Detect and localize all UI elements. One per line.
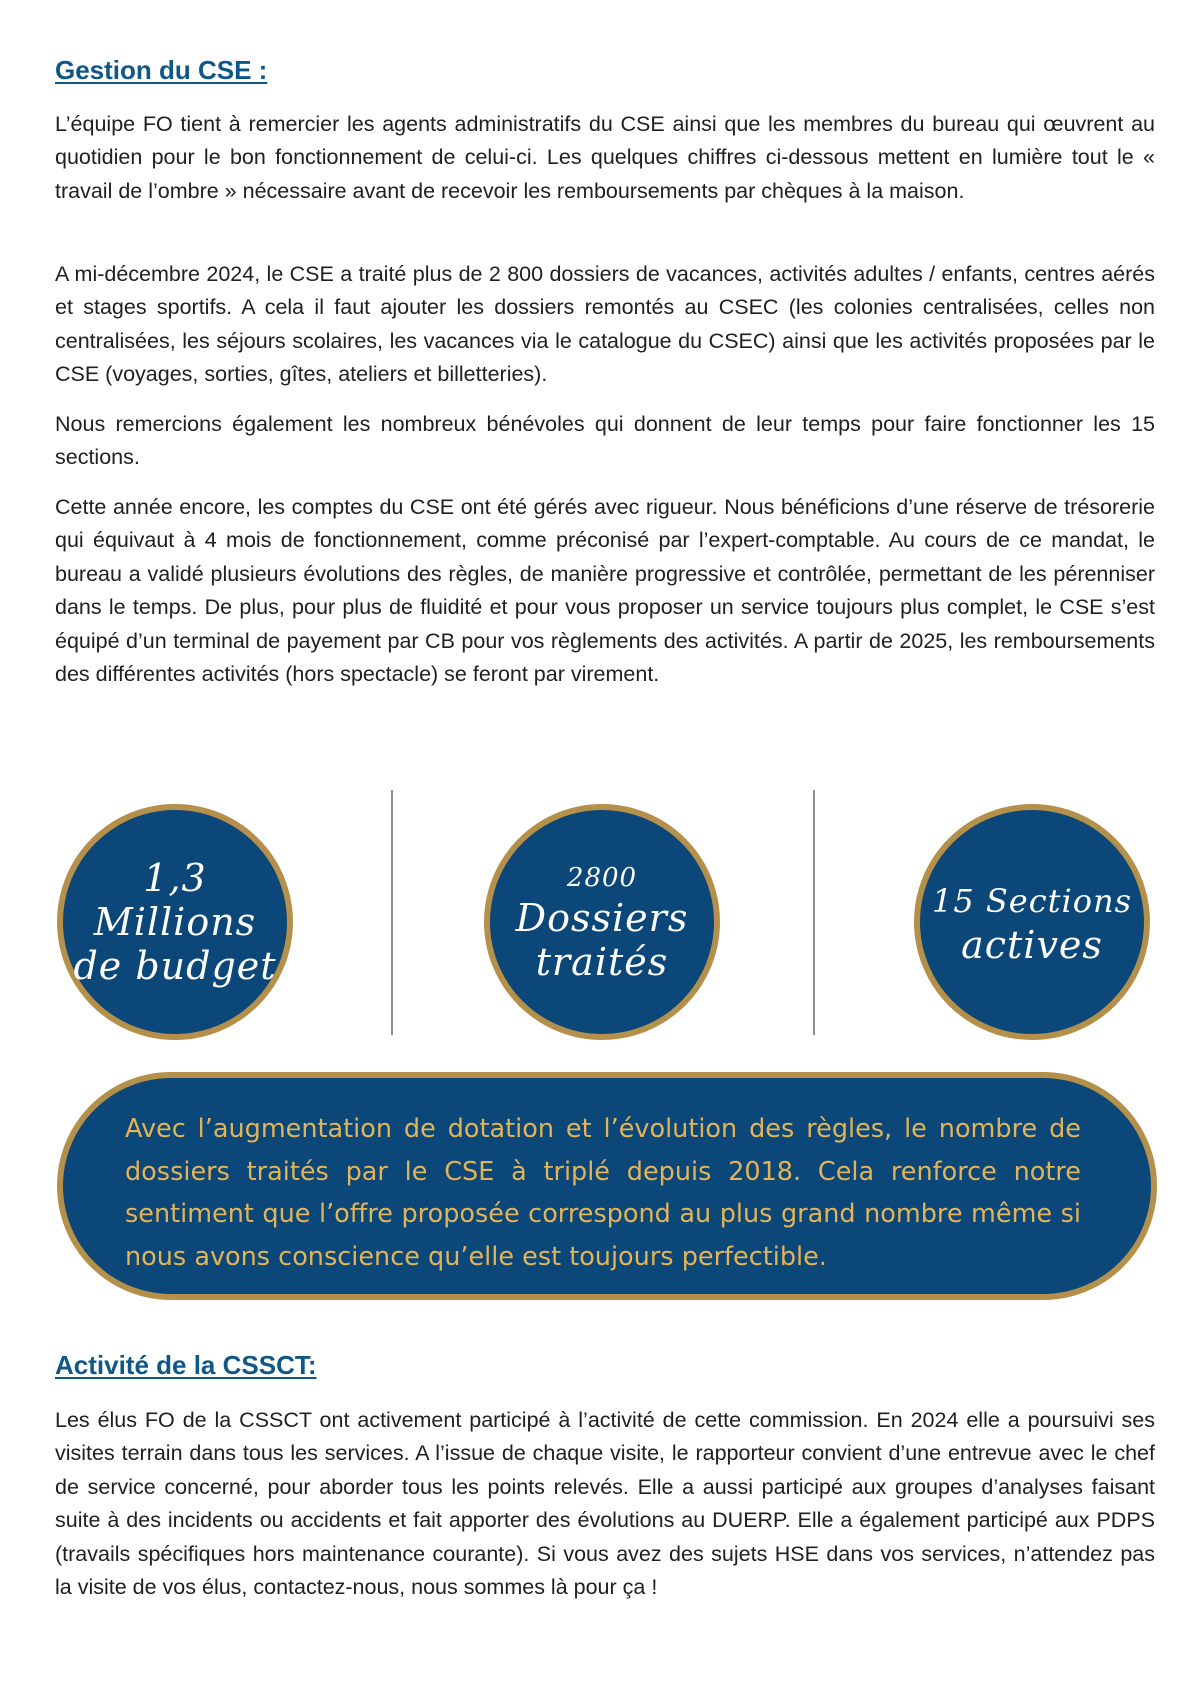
gestion-paragraph-4: Cette année encore, les comptes du CSE ont été gérés avec rigueur. Nous bénéficions d’une réserve de trésorerie qui équivaut à 4 mois de fonctionnement, comme préconisé par l’expert-comptable. Au cours de ce mandat, le bureau a validé plusieurs évolutions des règles, de manière progressive et contrôlée, permettant de les pérenniser dans le temps. De plus, pour plus de fluidité et pour vous proposer un service toujours plus complet, le CSE s’est équipé d’un terminal de payement par CB pour vos règlements des activités. A partir de 2025, les remboursements des différentes activités (hors spectacle) se feront par virement. — [55, 495, 1155, 687]
stat-circle-dossiers — [484, 804, 720, 1040]
stat-circle-budget — [57, 804, 293, 1040]
stat-circle-sections — [914, 804, 1150, 1040]
stat-budget-line1: 1,3 Millions — [93, 856, 257, 944]
gestion-paragraph-2: A mi-décembre 2024, le CSE a traité plus de 2 800 dossiers de vacances, activités adultes / enfants, centres aérés et stages sportifs. A cela il faut ajouter les dossiers remontés au CSEC (les colonies centralisées, celles non centralisées, les séjours scolaires, les vacances via le catalogue du CSEC) ainsi que les activités proposées par le CSE (voyages, sorties, gîtes, ateliers et billetteries). — [55, 262, 1155, 387]
divider-right — [813, 790, 815, 1035]
stat-budget-text — [63, 856, 287, 988]
divider-left — [391, 790, 393, 1035]
stat-dossiers-line1: Dossiers — [515, 896, 689, 940]
stat-sections-line2: actives — [961, 923, 1103, 967]
section-title-cssct: Activité de la CSSCT: — [55, 1350, 317, 1380]
stat-dossiers-line2: traités — [535, 940, 669, 984]
section-title-gestion: Gestion du CSE : — [55, 55, 268, 85]
highlight-banner — [57, 1072, 1157, 1300]
cssct-paragraph: Les élus FO de la CSSCT ont activement participé à l’activité de cette commission. En 2024 elle a poursuivi ses visites terrain dans tous les services. A l’issue de chaque visite, le rapporteur convient d’une entrevue avec le chef de service concerné, pour aborder tous les points relevés. Elle a aussi participé aux groupes d’analyses faisant suite à des incidents ou accidents et fait apporter des évolutions au DUERP. Elle a également participé aux PDPS (travails spécifiques hors maintenance courante). Si vous avez des sujets HSE dans vos services, n’attendez pas la visite de vos élus, contactez-nous, nous sommes là pour ça ! — [55, 1408, 1155, 1600]
gestion-paragraph-3: Nous remercions également les nombreux bénévoles qui donnent de leur temps pour faire fonctionner les 15 sections. — [55, 412, 1155, 470]
banner-text: Avec l’augmentation de dotation et l’évolution des règles, le nombre de dossiers traités par le CSE à triplé depuis 2018. Cela renforce notre sentiment que l’offre proposée correspond au plus grand nombre même si nous avons conscience qu’elle est toujours perfectible. — [125, 1114, 1081, 1272]
stat-budget-line2: de budget — [73, 944, 277, 988]
stat-dossiers-number: 2800 — [566, 863, 638, 893]
gestion-paragraph-1: L’équipe FO tient à remercier les agents administratifs du CSE ainsi que les membres du bureau qui œuvrent au quotidien pour le bon fonctionnement de celui-ci. Les quelques chiffres ci-dessous mettent en lumière tout le « travail de l’ombre » nécessaire avant de recevoir les remboursements par chèques à la maison. — [55, 112, 1155, 203]
stat-sections-text — [932, 877, 1132, 967]
stat-sections-line1: 15 Sections — [931, 882, 1133, 920]
stat-dossiers-text — [516, 860, 689, 984]
